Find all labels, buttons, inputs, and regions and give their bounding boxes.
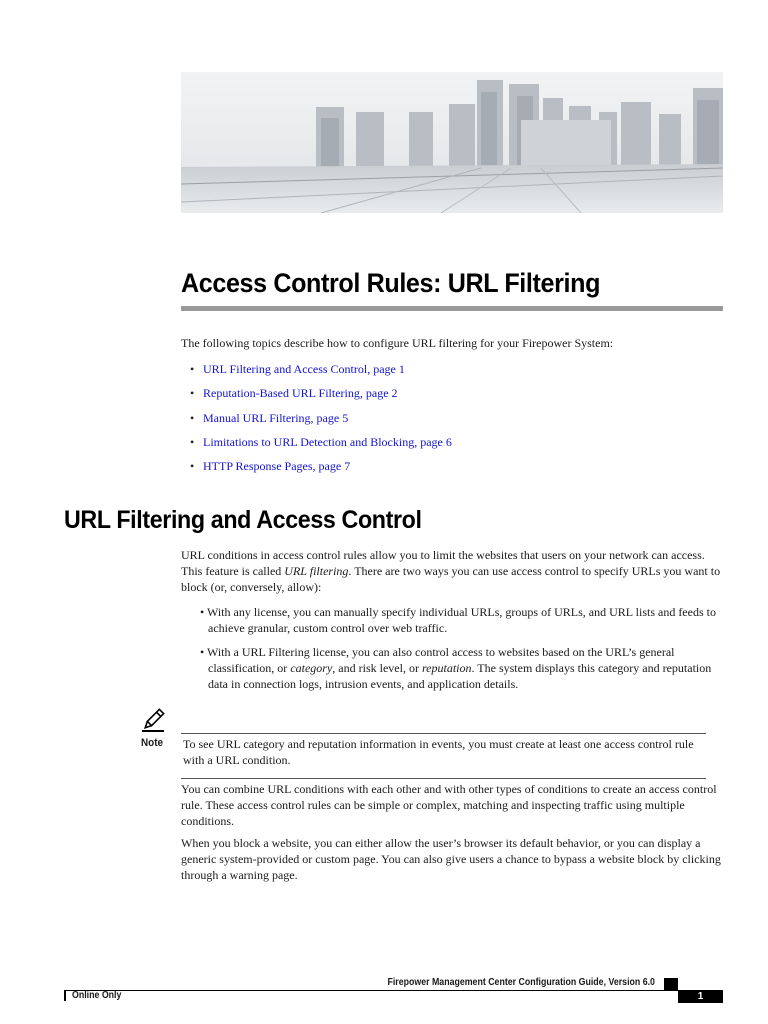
note-pencil-icon (140, 707, 166, 733)
footer-online-only: Online Only (72, 990, 122, 1001)
topic-list (190, 362, 452, 483)
topic-link-url-filtering[interactable]: URL Filtering and Access Control, page 1 (203, 362, 405, 376)
topic-list-item (190, 411, 452, 435)
license-bullets (200, 604, 726, 700)
chapter-title: Access Control Rules: URL Filtering (181, 268, 601, 298)
section-paragraph-2: You can combine URL conditions with each other and with other types of conditions to create an access control rule. These access control rules can be simple or complex, matching and inspecting traffic using multiple conditions. (181, 782, 717, 828)
bullet: • (190, 459, 195, 474)
topic-list-item (190, 435, 452, 459)
footer-tick (64, 990, 66, 1001)
bullet: • (190, 434, 195, 449)
topic-list-item (190, 386, 452, 410)
section-title: URL Filtering and Access Control (64, 506, 422, 534)
page-number: 1 (678, 990, 723, 1003)
topic-link-http-response[interactable]: HTTP Response Pages, page 7 (203, 459, 351, 474)
footer-mark (664, 978, 678, 990)
bullet-any-license: • With any license, you can manually specify individual URLs, groups of URLs, and URL lists and feeds to achieve granular, custom control over web traffic. (200, 605, 716, 635)
note-label: Note (141, 737, 164, 749)
section-paragraph-3: When you block a website, you can either allow the user’s browser its default behavior, or you can display a generic system-provided or custom page. You can also give users a chance to bypass a website block by clicking through a warning page. (181, 836, 721, 882)
bullet-url-filtering-license: • With a URL Filtering license, you can also control access to websites based on the URL’s general classification, or category, and risk level, or reputation. The system displays this category and reputation data in connection logs, intrusion events, and application details. (200, 645, 712, 691)
section-paragraph-1: URL conditions in access control rules allow you to limit the websites that users on your network can access. This feature is called URL filtering. There are two ways you can use access control to specify URLs you want to block (or, conversely, allow): (181, 548, 721, 594)
topic-link-reputation[interactable]: Reputation-Based URL Filtering, page 2 (203, 386, 398, 401)
chapter-intro: The following topics describe how to configure URL filtering for your Firepower System: (181, 336, 614, 350)
note-rule-top (181, 733, 706, 734)
note-rule-bottom (181, 778, 706, 779)
footer-guide-title: Firepower Management Center Configuration Guide, Version 6.0 (387, 977, 655, 988)
topic-link-manual[interactable]: Manual URL Filtering, page 5 (203, 410, 349, 425)
topic-list-item (190, 459, 452, 483)
footer-rule (64, 990, 678, 991)
title-rule (181, 306, 723, 311)
bullet: • (190, 386, 195, 401)
note-text: To see URL category and reputation information in events, you must create at least one access control rule with a URL condition. (183, 737, 694, 767)
bullet: • (190, 410, 195, 425)
header-banner-image (181, 72, 723, 213)
bullet: • (190, 362, 195, 376)
topic-list-item (190, 362, 452, 386)
topic-link-limitations[interactable]: Limitations to URL Detection and Blocking, page 6 (203, 434, 452, 449)
